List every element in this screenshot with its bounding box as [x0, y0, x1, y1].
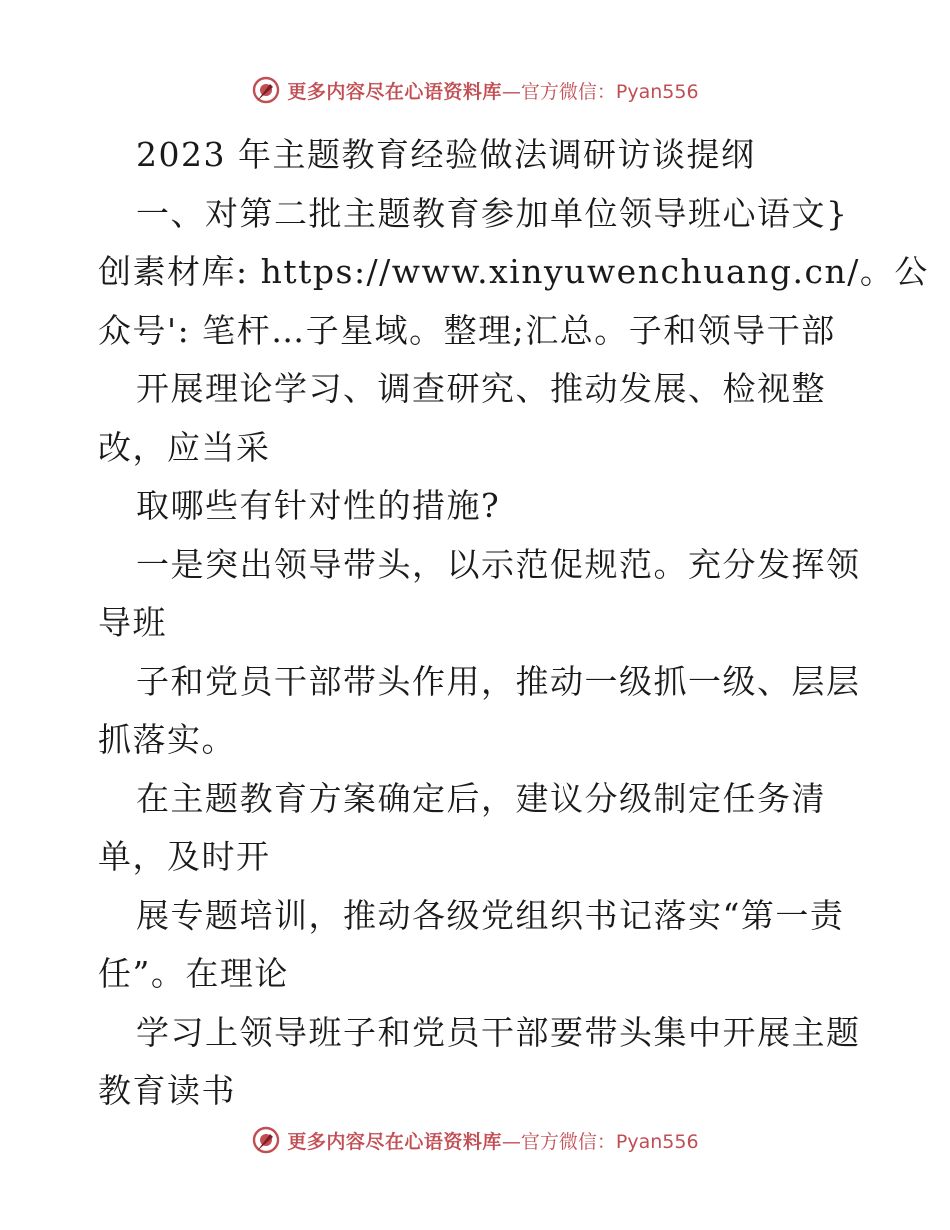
quill-pen-circle-icon — [251, 1125, 281, 1155]
text-line: 任”。在理论 — [98, 954, 289, 993]
text-line: 开展理论学习、调查研究、推动发展、检视整 — [136, 369, 826, 408]
text-line: 学习上领导班子和党员干部要带头集中开展主题 — [136, 1012, 861, 1052]
watermark-lead-text: 更多内容尽在心语资料库 — [287, 80, 502, 103]
text-line: 改，应当采 — [98, 427, 271, 467]
text-line: 众号': 笔杆…子星域。整理;汇总。子和领导干部 — [98, 310, 836, 350]
quill-pen-circle-icon — [251, 75, 281, 105]
text-line: 导班 — [98, 603, 167, 642]
watermark-footer — [0, 1120, 950, 1160]
text-line: 在主题教育方案确定后，建议分级制定任务清 — [136, 778, 826, 818]
text-line: 创素材库: https://www.xinyuwenchuang.cn/。公 — [98, 252, 929, 291]
text-line: 一、对第二批主题教育参加单位领导班心语文} — [136, 193, 849, 233]
text-line: 子和党员干部带头作用，推动一级抓一级、层层 — [136, 661, 861, 701]
text-line: 取哪些有针对性的措施? — [136, 486, 501, 525]
watermark-contact-text: —官方微信：Pyan556 — [501, 80, 699, 103]
document-title: 2023 年主题教育经验做法调研访谈提纲 — [136, 135, 756, 174]
watermark-lead-text: 更多内容尽在心语资料库 — [287, 1130, 502, 1153]
text-line: 展专题培训，推动各级党组织书记落实“第一责 — [136, 895, 845, 935]
text-line: 抓落实。 — [98, 720, 236, 759]
document-body — [98, 126, 929, 1121]
text-line: 教育读书 — [98, 1071, 236, 1110]
text-line: 一是突出领导带头，以示范促规范。充分发挥领 — [136, 544, 861, 584]
text-line: 单，及时开 — [98, 837, 271, 876]
watermark-header — [0, 70, 950, 110]
watermark-contact-text: —官方微信：Pyan556 — [501, 1130, 699, 1153]
